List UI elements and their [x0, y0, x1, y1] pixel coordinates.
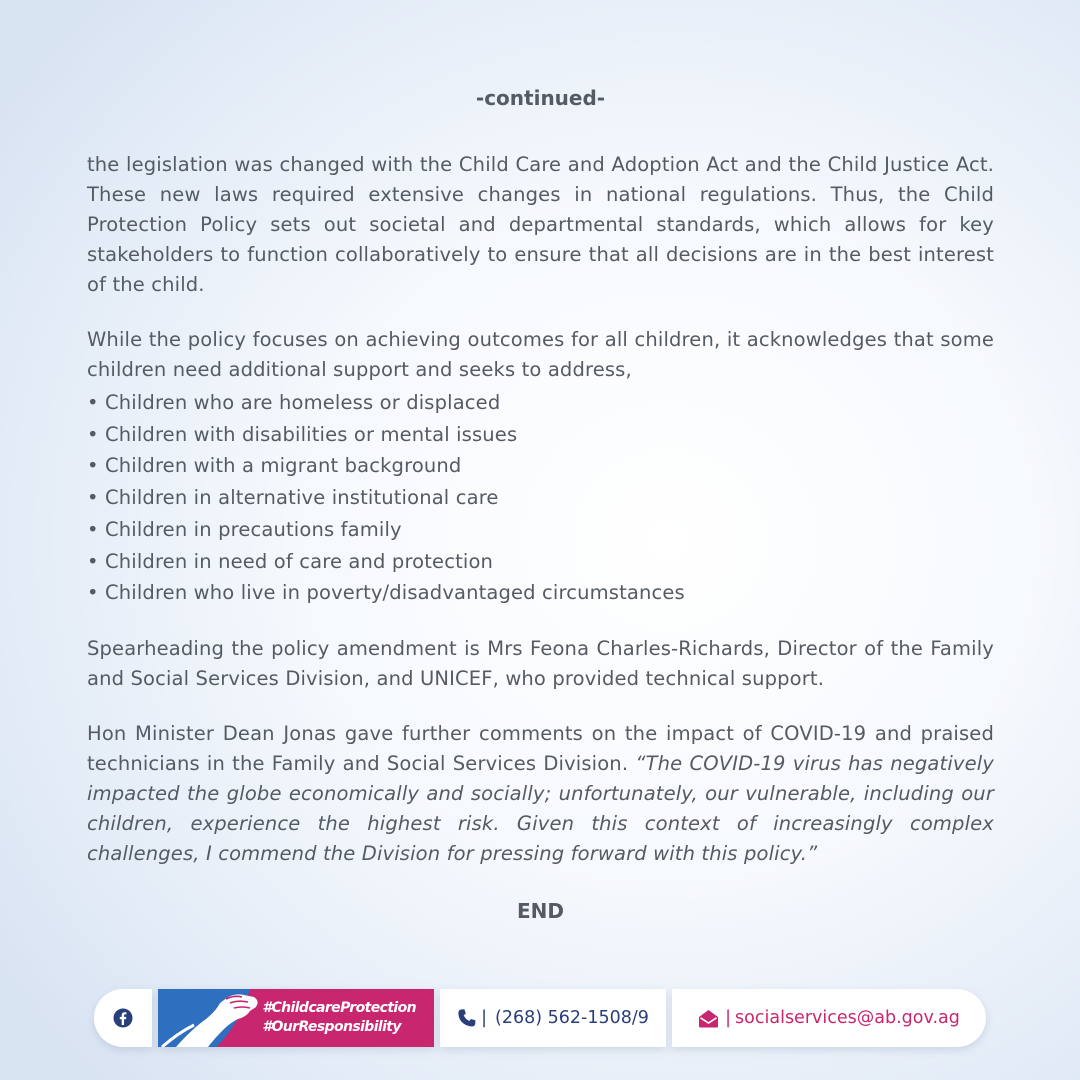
- paragraph-legislation: the legislation was changed with the Child Care and Adoption Act and the Child Justice Act. These new laws required extensive changes in national regulations. Thus, the Child Protection Policy sets out societal and departmental standards, which allows for key stakeholders to function collaboratively to ensure that all decisions are in the best interest of the child.: [87, 153, 994, 296]
- hashtag-childcare-protection: #ChildcareProtection: [262, 1000, 416, 1016]
- campaign-banner: [158, 989, 434, 1047]
- email-contact[interactable]: [672, 989, 986, 1047]
- phone-contact[interactable]: [440, 989, 666, 1047]
- support-groups-list: [87, 387, 994, 609]
- email-separator: |: [725, 1008, 732, 1028]
- phone-icon: [457, 1008, 477, 1028]
- paragraph-spearheading: Spearheading the policy amendment is Mrs Feona Charles-Richards, Director of the Family and Social Services Division, and UNICEF, who provided technical support.: [87, 636, 994, 690]
- press-release-page: [87, 84, 994, 925]
- paragraph-policy-focus: While the policy focuses on achieving outcomes for all children, it acknowledges that some children need additional support and seeks to address,: [87, 328, 994, 381]
- list-item: • Children with disabilities or mental issues: [87, 422, 518, 446]
- envelope-icon: [698, 1009, 719, 1028]
- continued-heading: -continued-: [475, 86, 606, 110]
- contact-footer: [94, 989, 986, 1047]
- paragraph-minister-comments: [87, 719, 994, 869]
- minister-comment-text: Hon Minister Dean Jonas gave further comments on the impact of COVID-19 and praised technicians in the Family and Social Services Division.: [87, 721, 994, 775]
- phone-separator: |: [481, 1008, 487, 1028]
- minister-quote: “The COVID-19 virus has negatively impacted the globe economically and socially; unfortunately, our vulnerable, including our children, experience the highest risk. Given this context of increasingly complex challenges, I commend the Division for pressing forward with this policy.”: [87, 751, 994, 865]
- email-address: socialservices@ab.gov.ag: [735, 1008, 960, 1028]
- list-item: • Children who are homeless or displaced: [87, 391, 501, 414]
- list-item: • Children in precautions family: [87, 517, 402, 541]
- list-item: • Children in alternative institutional care: [87, 486, 499, 510]
- facebook-link[interactable]: [94, 989, 152, 1047]
- facebook-icon: [113, 1008, 133, 1028]
- list-item: • Children who live in poverty/disadvantaged circumstances: [87, 581, 685, 605]
- phone-number: (268) 562-1508/9: [495, 1008, 649, 1028]
- campaign-hashtags: [262, 999, 434, 1037]
- hashtag-our-responsibility: #OurResponsibility: [262, 1019, 401, 1035]
- list-item: • Children in need of care and protection: [87, 549, 494, 573]
- end-marker: END: [516, 898, 564, 923]
- list-item: • Children with a migrant background: [87, 454, 462, 478]
